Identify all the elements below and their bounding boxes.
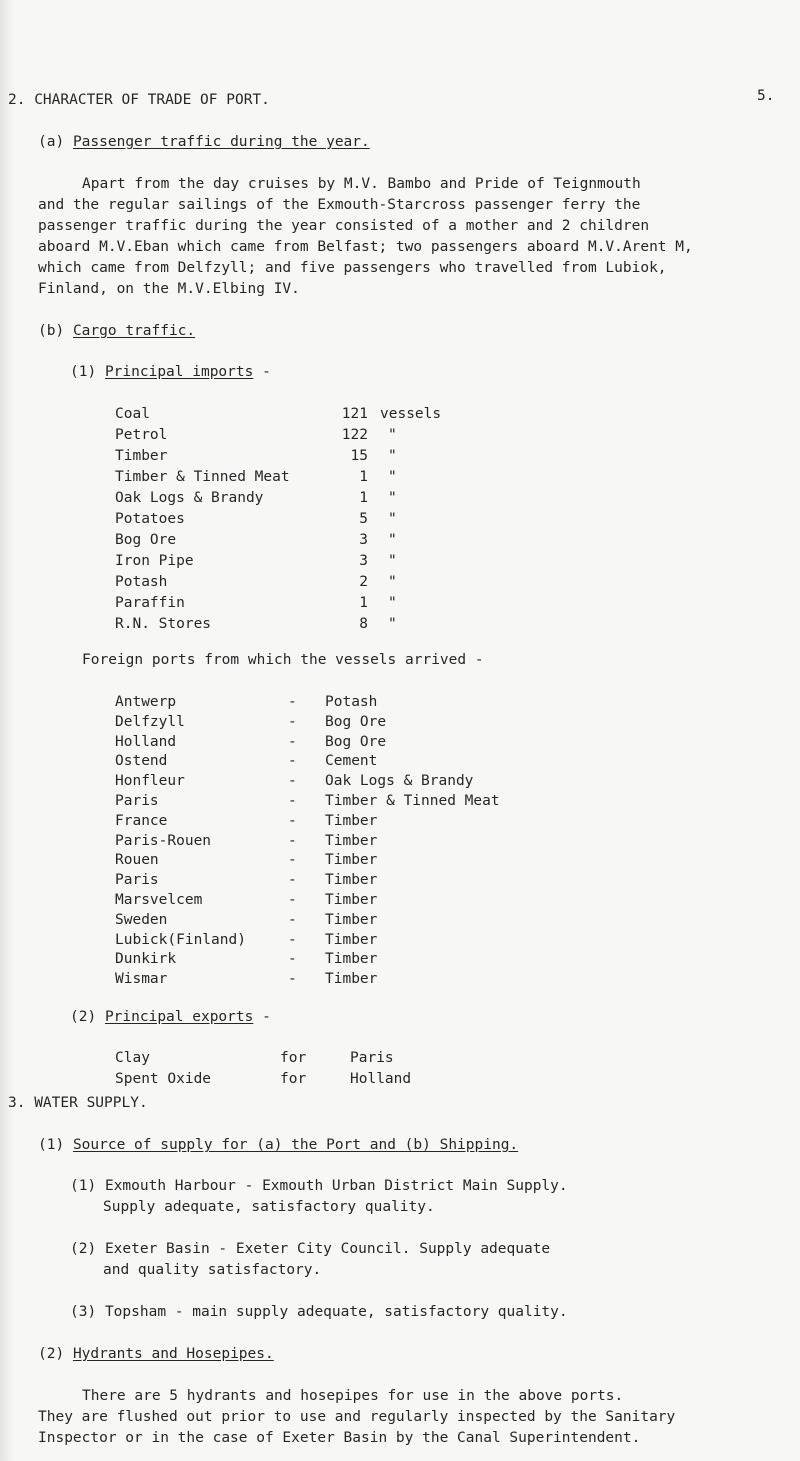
import-vessel-count: 3 — [359, 553, 368, 569]
import-vessel-count: 122 — [341, 427, 368, 443]
port-cargo: Timber — [325, 911, 378, 928]
port-dash: - — [288, 832, 297, 849]
port-name: Paris — [115, 872, 159, 889]
port-name: France — [115, 812, 168, 829]
port-name: Marsvelcem — [115, 892, 203, 908]
paragraph-line: which came from Delfzyll; and five passengers who travelled from Lubiok, — [38, 260, 667, 276]
port-cargo: Timber — [325, 852, 378, 869]
import-item: Petrol — [115, 427, 168, 443]
port-cargo: Timber — [325, 872, 378, 889]
port-cargo: Timber — [325, 971, 378, 988]
port-name: Paris — [115, 793, 159, 809]
port-name: Wismar — [115, 971, 168, 988]
supply-item: (1) Exmouth Harbour - Exmouth Urban District Main Supply. — [70, 1178, 568, 1194]
port-dash: - — [288, 793, 297, 809]
hydrants-title: Hydrants and Hosepipes. — [72, 1346, 274, 1362]
port-cargo: Timber — [325, 931, 378, 948]
port-name: Rouen — [115, 852, 159, 869]
port-name: Dunkirk — [115, 951, 177, 968]
port-name: Ostend — [115, 753, 168, 770]
item-label: (1) — [38, 1137, 65, 1153]
subsection-label: (a) — [38, 134, 65, 150]
paragraph-line: Inspector or in the case of Exeter Basin by the Canal Superintendent. — [38, 1430, 641, 1446]
section-3-heading: 3. WATER SUPPLY. — [8, 1095, 148, 1111]
export-item: Spent Oxide — [115, 1071, 212, 1087]
import-vessel-count: 3 — [359, 532, 368, 548]
principal-exports-title: Principal exports — [104, 1009, 254, 1025]
import-item: Potatoes — [115, 511, 185, 527]
export-destination: Paris — [350, 1050, 394, 1066]
item-label: (2) — [38, 1346, 65, 1362]
import-unit: " — [388, 490, 397, 506]
port-cargo: Cement — [325, 753, 378, 770]
port-dash: - — [288, 931, 297, 948]
export-item: Clay — [115, 1050, 150, 1066]
export-for: for — [280, 1071, 307, 1087]
port-dash: - — [288, 713, 297, 730]
supply-item-continuation: and quality satisfactory. — [103, 1262, 322, 1278]
import-vessel-count: 1 — [359, 469, 368, 485]
import-vessel-count: 1 — [359, 595, 368, 611]
paragraph-line: aboard M.V.Eban which came from Belfast; two passengers aboard M.V.Arent M, — [38, 239, 693, 255]
port-name: Paris-Rouen — [115, 832, 212, 849]
port-dash: - — [288, 872, 297, 889]
import-item: Coal — [115, 406, 150, 422]
passenger-traffic-title: Passenger traffic during the year. — [72, 134, 370, 150]
cargo-traffic-heading — [38, 323, 195, 339]
import-item: Potash — [115, 574, 168, 590]
import-item: Oak Logs & Brandy — [115, 490, 264, 506]
port-cargo: Potash — [325, 694, 378, 710]
section-2-heading: 2. CHARACTER OF TRADE OF PORT. — [8, 92, 270, 108]
passenger-traffic-heading — [38, 134, 370, 150]
port-name: Honfleur — [115, 773, 185, 790]
port-dash: - — [288, 911, 297, 928]
import-vessel-count: 121 — [341, 406, 368, 422]
port-name: Antwerp — [115, 694, 177, 710]
principal-imports-heading: (1) Principal imports - — [70, 364, 271, 380]
subsection-label: (b) — [38, 323, 65, 339]
port-dash: - — [288, 694, 297, 710]
import-unit: " — [388, 553, 397, 569]
port-dash: - — [288, 812, 297, 829]
port-dash: - — [288, 892, 297, 908]
source-of-supply-heading — [38, 1137, 518, 1153]
import-unit: " — [388, 574, 397, 590]
port-cargo: Timber — [325, 951, 378, 968]
import-item: Bog Ore — [115, 532, 177, 548]
paragraph-line: Apart from the day cruises by M.V. Bambo and Pride of Teignmouth — [82, 176, 641, 192]
import-item: Iron Pipe — [115, 553, 194, 569]
port-dash: - — [288, 773, 297, 790]
import-item: R.N. Stores — [115, 616, 212, 632]
import-vessel-count: 15 — [350, 448, 368, 464]
page-number: 5. — [757, 88, 775, 104]
principal-imports-title: Principal imports — [104, 364, 254, 380]
paragraph-line: passenger traffic during the year consisted of a mother and 2 children — [38, 218, 650, 234]
import-item: Timber & Tinned Meat — [115, 469, 290, 485]
import-unit: vessels — [380, 406, 442, 422]
import-item: Paraffin — [115, 595, 185, 611]
paragraph-line: and the regular sailings of the Exmouth-Starcross passenger ferry the — [38, 197, 641, 213]
source-of-supply-title: Source of supply for (a) the Port and (b) Shipping. — [72, 1137, 519, 1153]
port-name: Lubick(Finland) — [115, 931, 246, 948]
port-cargo: Bog Ore — [325, 713, 387, 730]
foreign-ports-heading: Foreign ports from which the vessels arrived - — [82, 652, 484, 668]
supply-item-continuation: Supply adequate, satisfactory quality. — [103, 1199, 435, 1215]
scan-edge-shadow — [0, 0, 14, 1461]
port-name: Sweden — [115, 911, 168, 928]
principal-exports-heading: (2) Principal exports - — [70, 1009, 271, 1025]
port-dash: - — [288, 971, 297, 988]
hydrants-heading — [38, 1346, 274, 1362]
supply-item: (2) Exeter Basin - Exeter City Council. Supply adequate — [70, 1241, 551, 1257]
import-unit: " — [388, 595, 397, 611]
import-vessel-count: 5 — [359, 511, 368, 527]
paragraph-line: They are flushed out prior to use and regularly inspected by the Sanitary — [38, 1409, 676, 1425]
port-dash: - — [288, 852, 297, 869]
port-name: Holland — [115, 733, 177, 750]
import-vessel-count: 1 — [359, 490, 368, 506]
import-unit: " — [388, 616, 397, 632]
port-cargo: Timber & Tinned Meat — [325, 793, 500, 809]
import-vessel-count: 8 — [359, 616, 368, 632]
port-name: Delfzyll — [115, 713, 185, 730]
import-unit: " — [388, 448, 397, 464]
port-dash: - — [288, 733, 297, 750]
port-cargo: Oak Logs & Brandy — [325, 773, 474, 790]
port-cargo: Timber — [325, 832, 378, 849]
import-unit: " — [388, 427, 397, 443]
import-vessel-count: 2 — [359, 574, 368, 590]
export-destination: Holland — [350, 1071, 412, 1087]
export-for: for — [280, 1050, 307, 1066]
paragraph-line: There are 5 hydrants and hosepipes for use in the above ports. — [82, 1388, 624, 1404]
item-label: (2) — [70, 1009, 97, 1025]
port-cargo: Timber — [325, 812, 378, 829]
port-cargo: Timber — [325, 892, 378, 908]
import-unit: " — [388, 469, 397, 485]
import-unit: " — [388, 511, 397, 527]
import-unit: " — [388, 532, 397, 548]
port-dash: - — [288, 951, 297, 968]
paragraph-line: Finland, on the M.V.Elbing IV. — [38, 281, 300, 297]
supply-item: (3) Topsham - main supply adequate, satisfactory quality. — [70, 1304, 568, 1320]
port-dash: - — [288, 753, 297, 770]
port-cargo: Bog Ore — [325, 733, 387, 750]
cargo-traffic-title: Cargo traffic. — [72, 323, 196, 339]
import-item: Timber — [115, 448, 168, 464]
item-label: (1) — [70, 364, 97, 380]
